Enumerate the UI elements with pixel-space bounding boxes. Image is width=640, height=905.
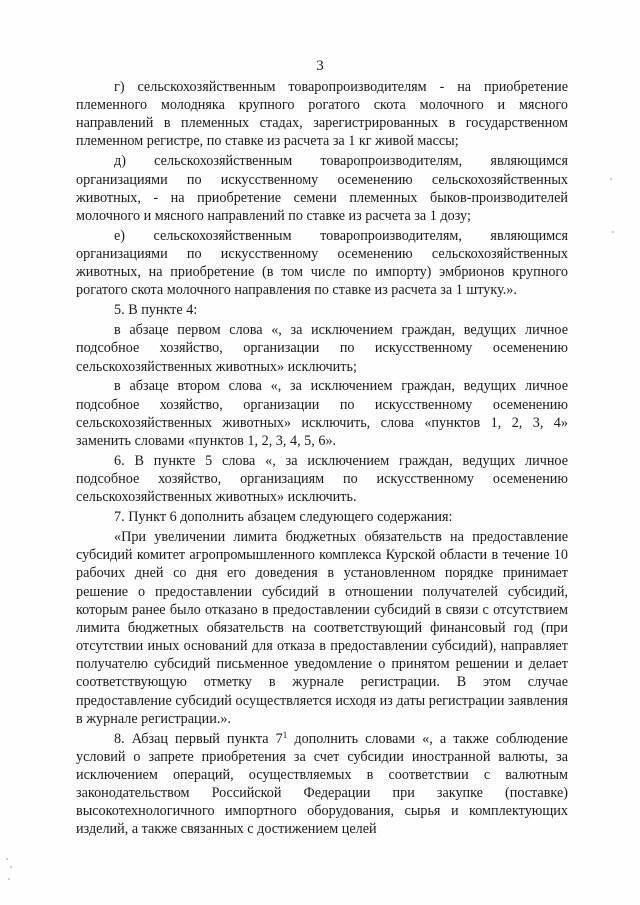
superscript-mark: 1 — [282, 729, 288, 740]
paragraph-quoted-amendment: «При увеличении лимита бюджетных обязательств на предоставление субсидий комитет агропромышленного комплекса Курской области в течение 10 рабочих дней со дня его доведения в установленном порядке принимает решение о предоставлении субсидий в отношении получателей субсидий, которым ранее было отказано в предоставлении субсидий в связи с отсутствием лимита бюджетных обязательств на соответствующий финансовый год (при отсутствии иных оснований для отказа в предоставлении субсидий), направляет получателю субсидий письменное уведомление о принятом решении и делает соответствующую отметку в журнале регистрации. В этом случае предоставление субсидий осуществляется исходя из даты регистрации заявления в журнале регистрации.». — [76, 529, 568, 727]
paragraph-item-8 — [76, 730, 568, 839]
paragraph-item-5: 5. В пункте 4: — [114, 302, 198, 319]
paragraph-item-5-second-abzac: в абзаце втором слова «, за исключением граждан, ведущих личное подсобное хозяйство, организации по искусственному осеменению сельскохозяйственных животных» исключить, слова «пунктов 1, 2, 3, 4» заменить словами «пунктов 1, 2, 3, 4, 5, 6». — [76, 378, 568, 449]
paragraph-item-8-lead: 8. Абзац первый пункта 7 — [114, 730, 283, 747]
page-number: 3 — [316, 58, 324, 74]
paragraph-item-5-first-abzac: в абзаце первом слова «, за исключением граждан, ведущих личное подсобное хозяйство, организации по искусственному осеменению сельскохозяйственных животных» исключить; — [76, 322, 568, 375]
paragraph-item-8-rest: дополнить словами «, а также соблюдение условий о запрете приобретения за счет субсидии иностранной валюты, за исключением операций, осуществляемых в соответствии с валютным законодательством Российской Федерации при закупке (поставке) высокотехнологичного импортного оборудования, сырья и комплектующих изделий, а также связанных с достижением целей — [76, 730, 568, 838]
scan-speck — [6, 858, 8, 860]
scan-speck — [610, 178, 612, 180]
scan-speck — [612, 231, 614, 233]
paragraph-subitem-e: е) сельскохозяйственным товаропроизводителям, являющимся организациями по искусственному осеменению сельскохозяйственных животных, на приобретение (в том числе по импорту) эмбрионов крупного рогатого скота молочного направления по ставке из расчета за 1 штуку.». — [76, 227, 568, 299]
document-body — [76, 78, 568, 839]
scan-speck — [8, 878, 10, 880]
paragraph-subitem-g: г) сельскохозяйственным товаропроизводителям - на приобретение племенного молодняка крупного рогатого скота молочного и мясного направлений в племенных стадах, зарегистрированных в государственном племенном регистре, по ставке из расчета за 1 кг живой массы; — [76, 79, 568, 150]
paragraph-item-6: 6. В пункте 5 слова «, за исключением граждан, ведущих личное подсобное хозяйство, организациям по искусственному осеменению сельскохозяйственных животных» исключить. — [76, 452, 568, 506]
scan-speck — [10, 866, 12, 868]
paragraph-subitem-d: д) сельскохозяйственным товаропроизводителям, являющимся организациями по искусственному осеменению сельскохозяйственных животных, - на приобретение семени племенных быков-производителей молочного и мясного направлений по ставке из расчета за 1 дозу; — [76, 153, 568, 224]
paragraph-item-7: 7. Пункт 6 дополнить абзацем следующего содержания: — [114, 509, 453, 526]
